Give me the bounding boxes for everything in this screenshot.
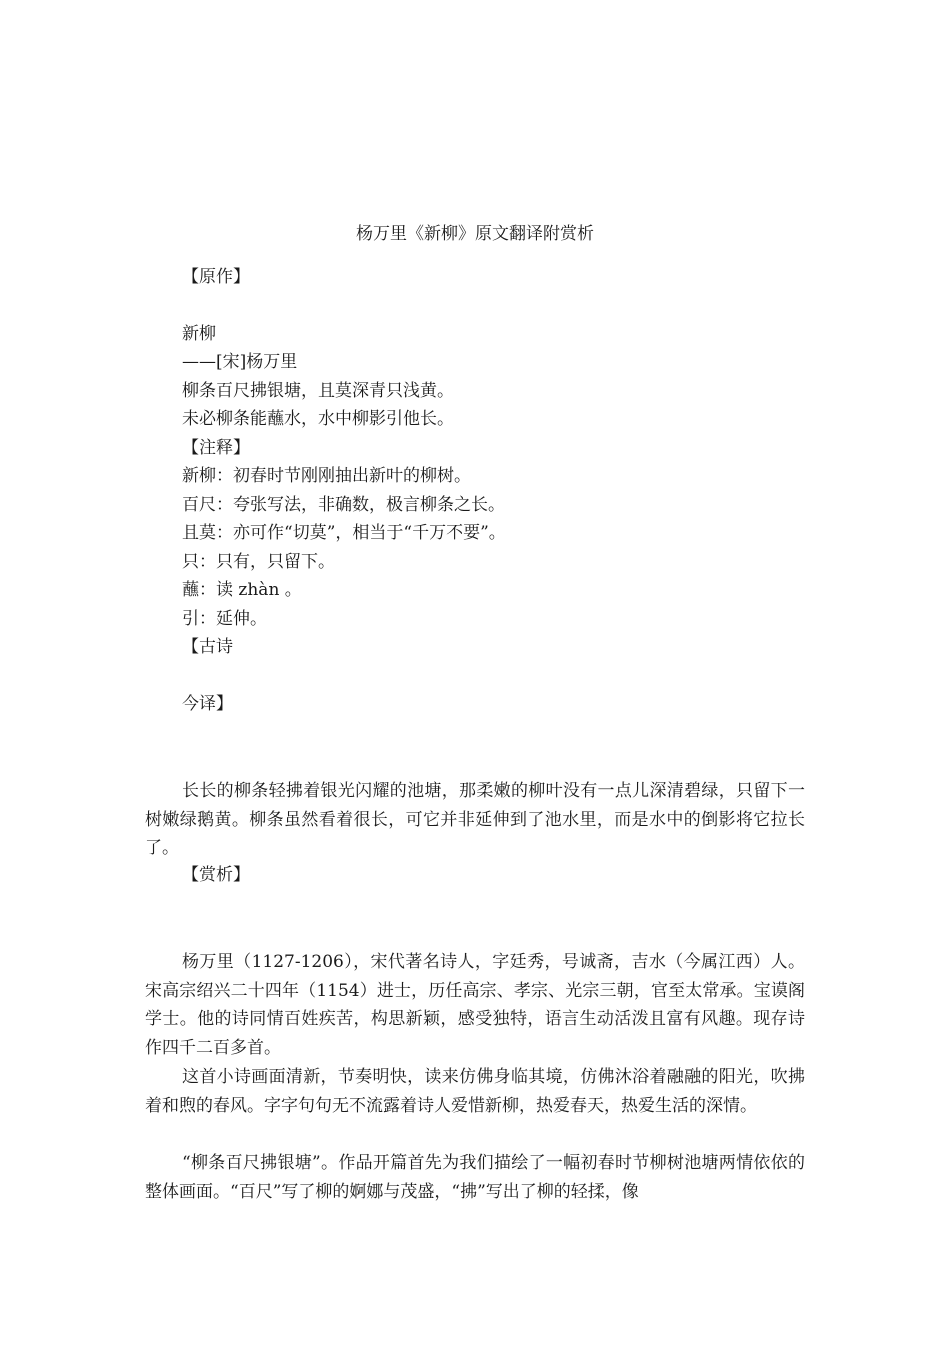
appreciation-heading: 【赏析】: [182, 865, 250, 885]
note-item: 引：延伸。: [182, 609, 267, 629]
notes-heading: 【注释】: [182, 438, 250, 458]
poem-line-1: 柳条百尺拂银塘，且莫深青只浅黄。: [182, 381, 454, 401]
translation-heading-part2: 今译】: [182, 694, 233, 714]
poem-title: 新柳: [182, 324, 216, 344]
poem-line-2: 未必柳条能蘸水，水中柳影引他长。: [182, 409, 454, 429]
note-item: 且莫：亦可作“切莫”，相当于“千万不要”。: [182, 523, 506, 543]
appreciation-paragraph: 这首小诗画面清新，节奏明快，读来仿佛身临其境，仿佛沐浴着融融的阳光，吹拂着和煦的春风。字字句句无不流露着诗人爱惜新柳，热爱春天，热爱生活的深情。: [145, 1067, 805, 1116]
document-title: 杨万里《新柳》原文翻译附赏析: [356, 224, 594, 244]
translation-heading-part1: 【古诗: [182, 637, 233, 657]
translation-paragraph: 长长的柳条轻拂着银光闪耀的池塘，那柔嫩的柳叶没有一点儿深清碧绿，只留下一树嫩绿鹅黄。柳条虽然看着很长，可它并非延伸到了池水里，而是水中的倒影将它拉长了。: [145, 781, 805, 859]
note-item: 蘸：读 zhàn 。: [182, 580, 302, 600]
appreciation-paragraph: “柳条百尺拂银塘”。作品开篇首先为我们描绘了一幅初春时节柳树池塘两情依依的整体画面。“百尺”写了柳的婀娜与茂盛，“拂”写出了柳的轻揉，像: [145, 1153, 805, 1202]
note-item: 只：只有，只留下。: [182, 552, 335, 572]
appreciation-paragraph: 杨万里（1127-1206），宋代著名诗人，字廷秀，号诚斋，吉水（今属江西）人。宋高宗绍兴二十四年（1154）进士，历任高宗、孝宗、光宗三朝，官至太常承。宝谟阁学士。他的诗同情百姓疾苦，构思新颖，感受独特，语言生动活泼且富有风趣。现存诗作四千二百多首。: [145, 952, 805, 1058]
note-item: 新柳：初春时节刚刚抽出新叶的柳树。: [182, 466, 471, 486]
original-heading: 【原作】: [182, 267, 250, 287]
poem-author: ——[宋]杨万里: [182, 352, 298, 372]
note-item: 百尺：夸张写法，非确数，极言柳条之长。: [182, 495, 505, 515]
